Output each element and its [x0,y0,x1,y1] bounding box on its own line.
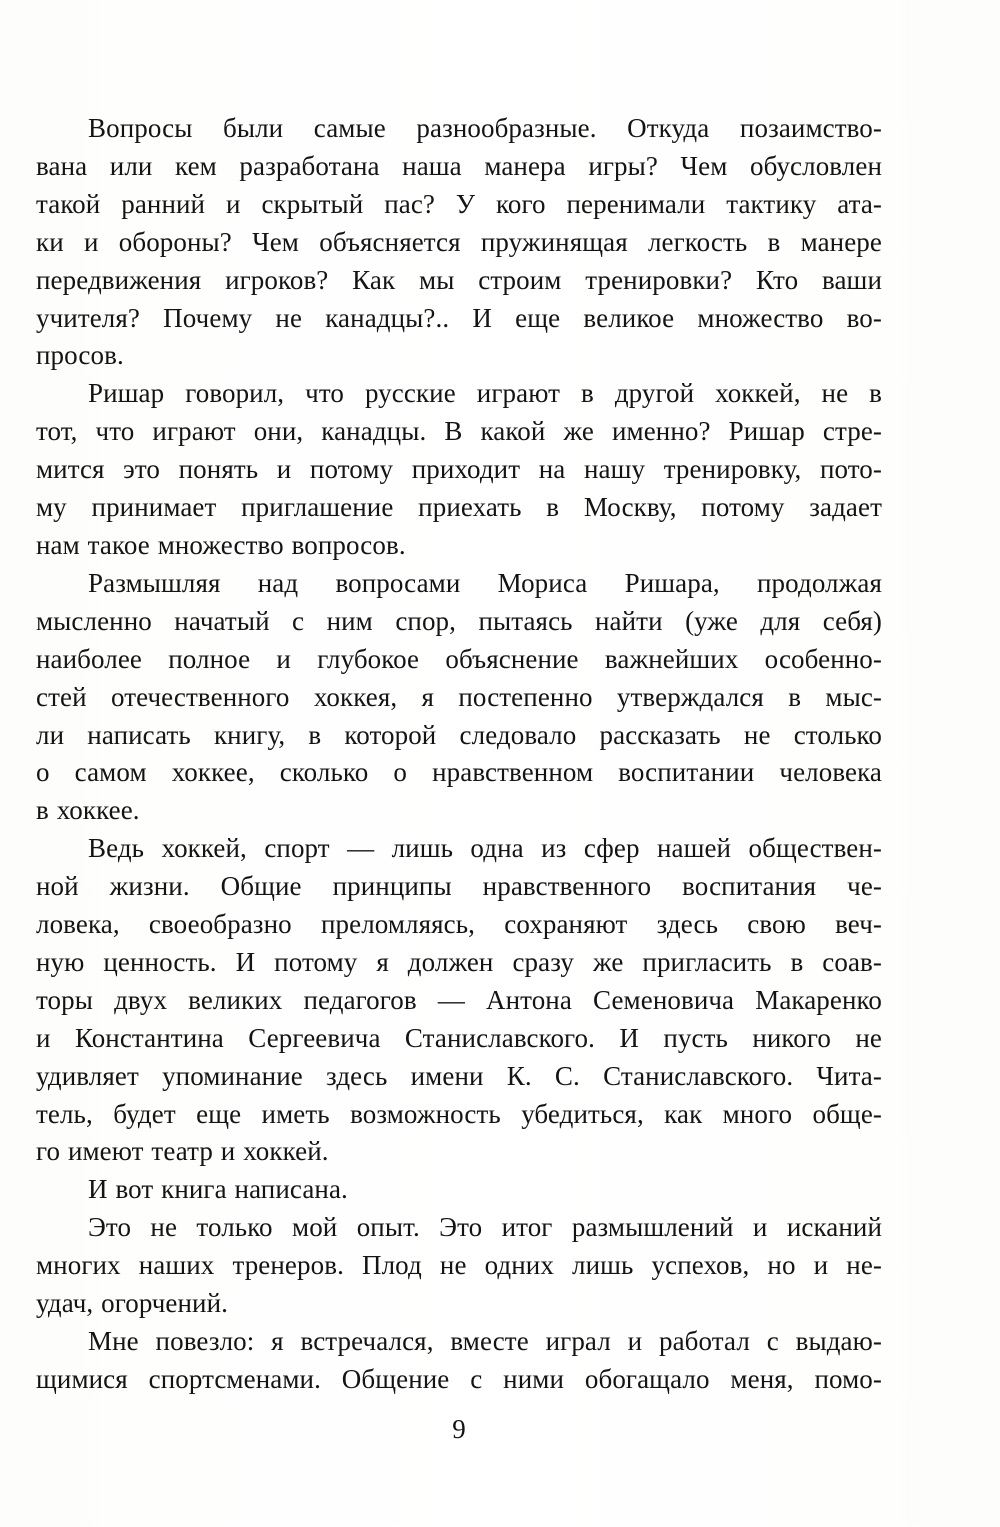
text-line: щимися спортсменами. Общение с ними обогащало меня, помо- [36,1363,882,1394]
paragraph [36,565,882,830]
text-line: ли написать книгу, в которой следовало рассказать не столько [36,719,882,750]
text-line: ловека, своеобразно преломляясь, сохраняют здесь свою веч- [36,909,882,940]
text-line: му принимает приглашение приехать в Москву, потому задает [36,492,882,523]
paragraph [36,1323,882,1399]
text-line: торы двух великих педагогов — Антона Семеновича Макаренко [36,984,882,1015]
paragraph [36,110,882,375]
text-line: Ришар говорил, что русские играют в другой хоккей, не в [88,378,882,409]
page-number: 9 [452,1414,466,1444]
text-line: тот, что играют они, канадцы. В какой же именно? Ришар стре- [36,416,882,447]
text-line: учителя? Почему не канадцы?.. И еще великое множество во- [36,302,882,333]
text-line: Это не только мой опыт. Это итог размышлений и исканий [88,1212,882,1243]
text-line: ную ценность. И потому я должен сразу же пригласить в соав- [36,946,882,977]
text-line: удивляет упоминание здесь имени К. С. Станиславского. Чита- [36,1060,882,1091]
text-line: мысленно начатый с ним спор, пытаясь найти (уже для себя) [36,605,882,636]
text-line: о самом хоккее, сколько о нравственном воспитании человека [36,757,882,788]
paragraph [36,375,882,565]
text-line: мится это понять и потому приходит на нашу тренировку, пото- [36,454,882,485]
text-line: просов. [36,340,124,371]
text-block [36,110,882,1399]
text-line: го имеют театр и хоккей. [36,1136,329,1167]
text-line: удач, огорчений. [36,1288,229,1319]
paragraph [36,1209,882,1323]
text-line: И вот книга написана. [88,1174,348,1205]
text-line: наиболее полное и глубокое объяснение важнейших особенно- [36,643,882,674]
text-line: и Константина Сергеевича Станиславского. И пусть никого не [36,1022,882,1053]
text-line: нам такое множество вопросов. [36,529,406,560]
text-line: Ведь хоккей, спорт — лишь одна из сфер нашей обществен- [88,833,882,864]
text-line: такой ранний и скрытый пас? У кого перенимали тактику ата- [36,188,882,219]
text-line: в хоккее. [36,795,140,826]
text-line: передвижения игроков? Как мы строим тренировки? Кто ваши [36,264,882,295]
paragraph [36,830,882,1171]
text-line: ной жизни. Общие принципы нравственного воспитания че- [36,871,882,902]
text-line: многих наших тренеров. Плод не одних лишь успехов, но и не- [36,1250,882,1281]
text-line: вана или кем разработана наша манера игры? Чем обусловлен [36,150,882,181]
text-line: стей отечественного хоккея, я постепенно утверждался в мыс- [36,681,882,712]
text-line: ки и обороны? Чем объясняется пружинящая легкость в манере [36,226,882,257]
text-line: Вопросы были самые разнообразные. Откуда позаимство- [88,113,882,143]
text-line: Мне повезло: я встречался, вместе играл и работал с выдаю- [88,1326,882,1356]
text-line: Размышляя над вопросами Мориса Ришара, продолжая [88,567,882,598]
paragraph [36,1171,882,1209]
text-line: тель, будет еще иметь возможность убедиться, как много обще- [36,1098,882,1129]
